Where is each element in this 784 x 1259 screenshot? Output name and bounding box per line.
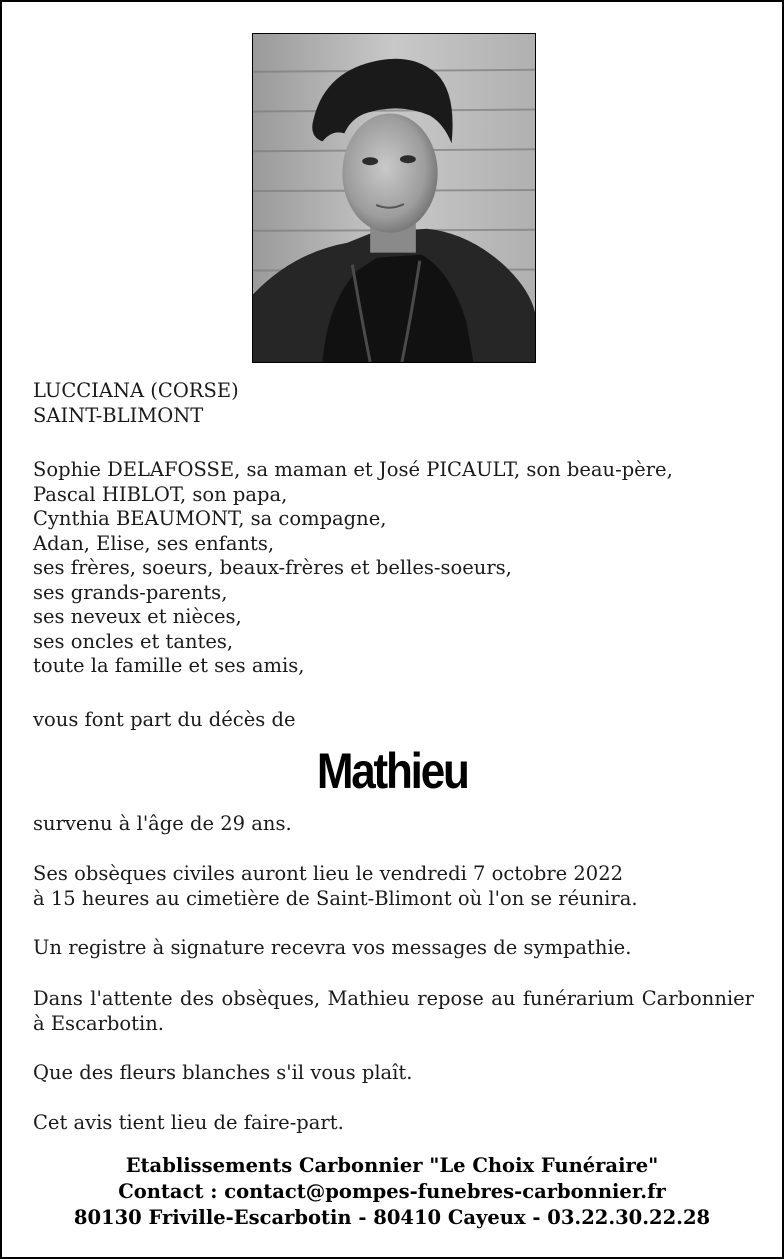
family-line: Adan, Elise, ses enfants, xyxy=(33,531,275,555)
portrait-image xyxy=(253,34,535,362)
address-line: 80130 Friville-Escarbotin - 80410 Cayeux - 03.22.30.22.28 xyxy=(73,1206,711,1229)
family-line: Sophie DELAFOSSE, sa maman et José PICAULT, son beau-père, xyxy=(33,458,673,481)
locations xyxy=(33,379,754,428)
family-line: ses frères, soeurs, beaux-frères et belles-soeurs, xyxy=(33,556,512,579)
portrait-photo xyxy=(252,33,536,363)
family-line: ses neveux et nièces, xyxy=(33,605,242,628)
family-line: ses grands-parents, xyxy=(33,580,228,604)
funeral-line: à 15 heures au cimetière de Saint-Blimont où l'on se réunira. xyxy=(33,886,638,910)
family-line: ses oncles et tantes, xyxy=(33,629,234,653)
repose-paragraph: Dans l'attente des obsèques, Mathieu repose au funérarium Carbonnier à Escarbotin. xyxy=(33,987,754,1035)
contact-line: Contact : contact@pompes-funebres-carbonnier.fr xyxy=(118,1180,666,1203)
flowers-line: Que des fleurs blanches s'il vous plaît. xyxy=(33,1061,413,1084)
deceased-name: Mathieu xyxy=(316,743,468,799)
announcement: vous font part du décès de xyxy=(33,708,296,731)
family-line: toute la famille et ses amis, xyxy=(33,654,305,677)
funeral-line: Ses obsèques civiles auront lieu le vendredi 7 octobre 2022 xyxy=(33,862,624,885)
funeral-details xyxy=(33,862,754,911)
location-line: LUCCIANA (CORSE) xyxy=(33,379,239,402)
company-name: Etablissements Carbonnier "Le Choix Funéraire" xyxy=(125,1154,659,1177)
registry-line: Un registre à signature recevra vos messages de sympathie. xyxy=(33,936,632,959)
notice-line: Cet avis tient lieu de faire-part. xyxy=(33,1111,344,1134)
family-line: Cynthia BEAUMONT, sa compagne, xyxy=(33,507,387,530)
family-list xyxy=(33,458,754,679)
family-line: Pascal HIBLOT, son papa, xyxy=(33,482,288,506)
funeral-home-footer xyxy=(2,1153,782,1231)
age-line: survenu à l'âge de 29 ans. xyxy=(33,812,292,835)
location-line: SAINT-BLIMONT xyxy=(33,403,204,427)
